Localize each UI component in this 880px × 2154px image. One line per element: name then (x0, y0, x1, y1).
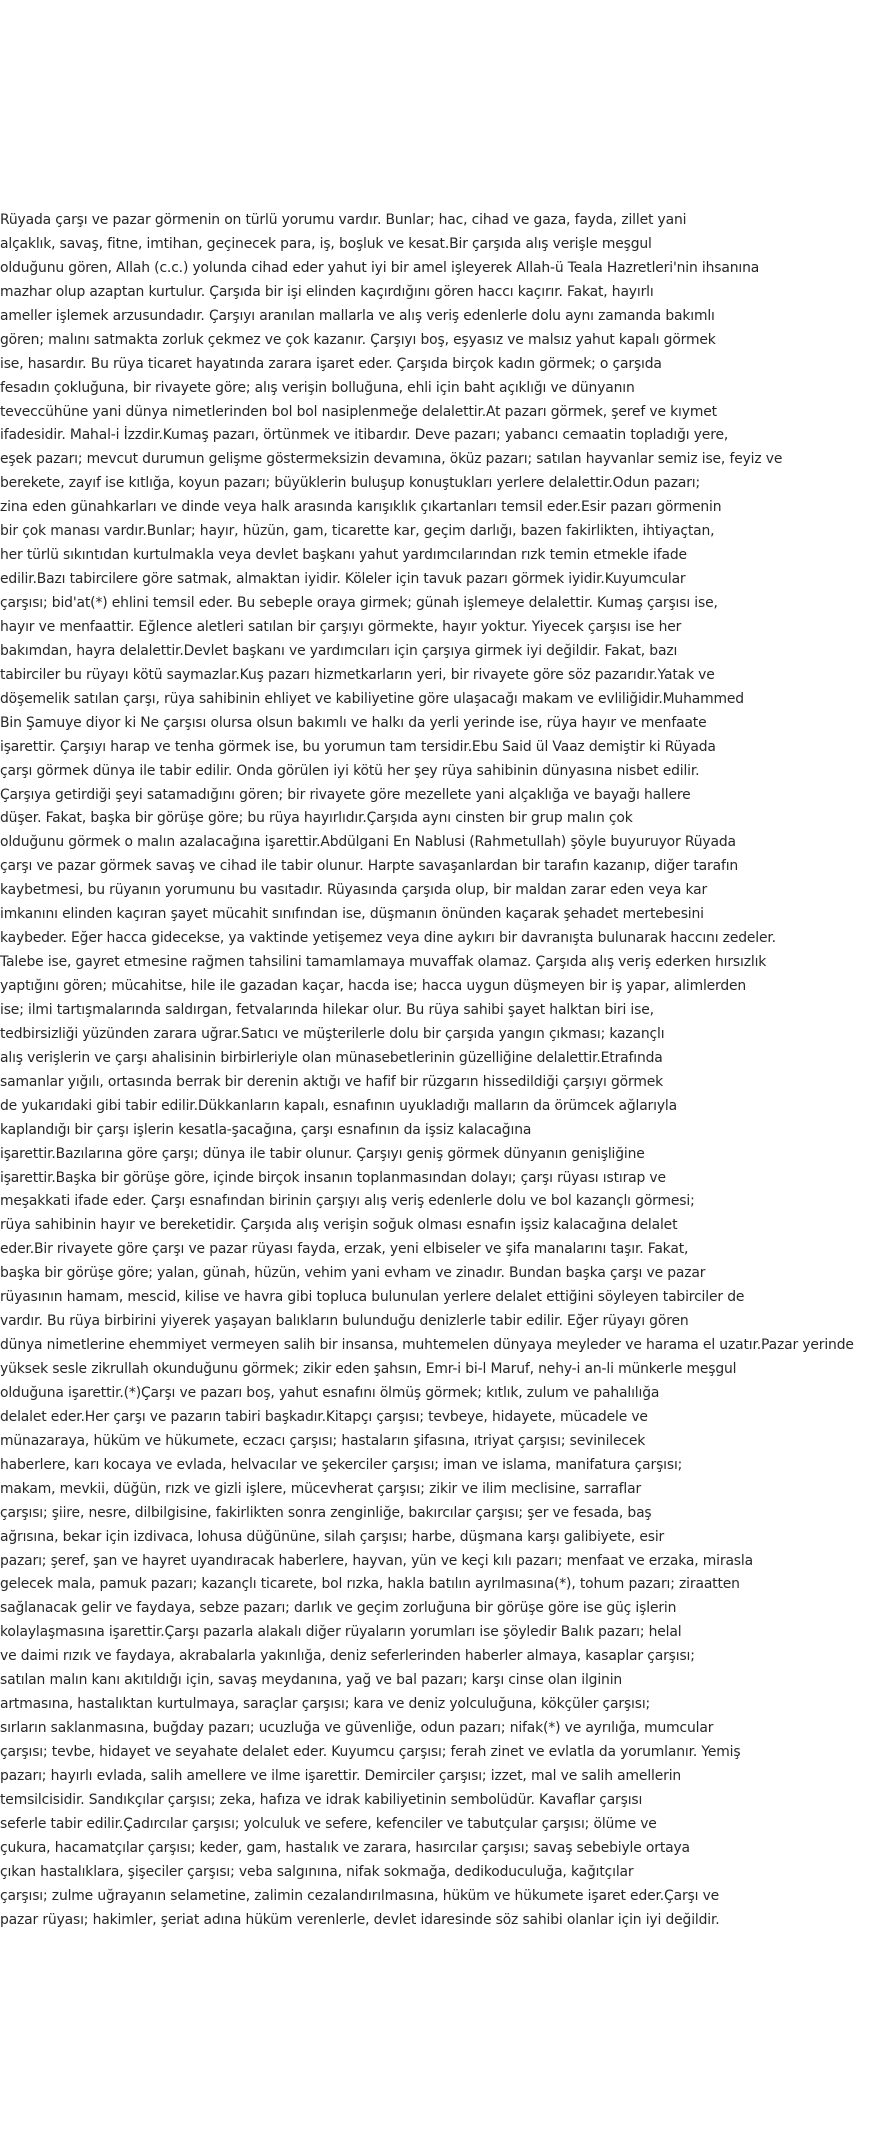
article-line: temsilcisidir. Sandıkçılar çarşısı; zeka, hafıza ve idrak kabiliyetinin sembolüdür. Kavaflar çarşısı (0, 1791, 643, 1808)
article-line: ağrısına, bekar için izdivaca, lohusa düğününe, silah çarşısı; harbe, düşmana karşı galibiyete, esir (0, 1528, 665, 1545)
article-line: seferle tabir edilir.Çadırcılar çarşısı; yolculuk ve sefere, kefenciler ve tabutçular çarşısı; ölüme ve (0, 1815, 657, 1832)
article-line: çarşı görmek dünya ile tabir edilir. Onda görülen iyi kötü her şey rüya sahibinin dünyasına nisbet edilir. (0, 762, 700, 779)
article-line: tabirciler bu rüyayı kötü saymazlar.Kuş pazarı hizmetkarların yeri, bir rivayete göre söz pazarıdır.Yatak ve (0, 666, 715, 683)
article-line: gören; malını satmakta zorluk çekmez ve çok kazanır. Çarşıyı boş, eşyasız ve malsız yahut kapalı görmek (0, 331, 716, 348)
article-line: eşek pazarı; mevcut durumun gelişme göstermeksizin devamına, öküz pazarı; satılan hayvanlar semiz ise, feyiz ve (0, 451, 783, 468)
article-line: fesadın çokluğuna, bir rivayete göre; alış verişin bolluğuna, ehli için baht açıklığı ve dünyanın (0, 379, 635, 396)
article-line: rüyasının hamam, mescid, kilise ve havra gibi topluca bulunulan yerlere delalet ettiğini söyleyen tabirciler de (0, 1289, 745, 1306)
article-text (0, 209, 880, 1933)
article-line: bir çok manası vardır.Bunlar; hayır, hüzün, gam, ticarette kar, geçim darlığı, bazen fakirlikten, ihtiyaçtan, (0, 523, 715, 540)
article-line: imkanını elinden kaçıran şayet mücahit sınıfından ise, düşmanın önünden kaçarak şehadet mertebesini (0, 906, 704, 923)
article-line: çarşı ve pazar görmek savaş ve cihad ile tabir olunur. Harpte savaşanlardan bir tarafın kazanıp, diğer tarafın (0, 858, 739, 875)
article-line: alış verişlerin ve çarşı ahalisinin birbirleriyle olan münasebetlerinin güzelliğine delalettir.Etrafında (0, 1049, 663, 1066)
article-line: yaptığını gören; mücahitse, hile ile gazadan kaçar, hacda ise; hacca uygun düşmeyen bir iş yapar, alimlerden (0, 978, 747, 994)
article-line: satılan malın kanı akıtıldığı için, savaş meydanına, yağ ve bal pazarı; karşı cinse olan ilginin (0, 1672, 623, 1689)
article-line: samanlar yığılı, ortasında berrak bir derenin aktığı ve hafif bir rüzgarın hissedildiği çarşıyı görmek (0, 1073, 664, 1090)
article-line: kolaylaşmasına işarettir.Çarşı pazarla alakalı diğer rüyaların yorumları ise şöyledir Balık pazarı; helal (0, 1624, 682, 1641)
article-line: her türlü sıkıntıdan kurtulmakla veya devlet başkanı yahut yardımcılarından rızk temin etmekle ifade (0, 547, 687, 564)
article-line: sırların saklanmasına, buğday pazarı; ucuzluğa ve güvenliğe, odun pazarı; nifak(*) ve ayrılığa, mumcular (0, 1720, 714, 1737)
article-line: çarşısı; bid'at(*) ehlini temsil eder. Bu sebeple oraya girmek; günah işlemeye delalettir. Kumaş çarşısı ise, (0, 595, 718, 611)
article-line: hayır ve menfaattir. Eğlence aletleri satılan bir çarşıyı görmekte, hayır yoktur. Yiyecek çarşısı ise her (0, 618, 682, 635)
article-line: eder.Bir rivayete göre çarşı ve pazar rüyası fayda, erzak, yeni elbiseler ve şifa manalarını taşır. Fakat, (0, 1241, 689, 1258)
article-line: sağlanacak gelir ve faydaya, sebze pazarı; darlık ve geçim zorluğuna bir görüşe göre ise güç işlerin (0, 1600, 677, 1617)
article-line: Bin Şamuye diyor ki Ne çarşısı olursa olsun bakımlı ve halkı da yerli yerinde ise, rüya hayır ve menfaate (0, 714, 707, 731)
article-line: pazar rüyası; hakimler, şeriat adına hüküm verenlerle, devlet idaresinde söz sahibi olanlar için iyi değildir. (0, 1911, 720, 1928)
article-line: pazarı; hayırlı evlada, salih amellere ve ilme işarettir. Demirciler çarşısı; izzet, mal ve salih amellerin (0, 1767, 682, 1784)
article-line: işarettir.Bazılarına göre çarşı; dünya ile tabir olunur. Çarşıyı geniş görmek dünyanın genişliğine (0, 1145, 645, 1162)
article-line: döşemelik satılan çarşı, rüya sahibinin ehliyet ve kabiliyetine göre ulaşacağı makam ve evliliğidir.Muhammed (0, 690, 744, 707)
article-line: işarettir. Çarşıyı harap ve tenha görmek ise, bu yorumun tam tersidir.Ebu Said ül Vaaz demiştir ki Rüyada (0, 738, 716, 755)
article-line: düşer. Fakat, başka bir görüşe göre; bu rüya hayırlıdır.Çarşıda aynı cinsten bir grup malın çok (0, 810, 633, 827)
article-line: münazaraya, hüküm ve hükumete, eczacı çarşısı; hastaların şifasına, ıtriyat çarşısı; sevinilecek (0, 1432, 646, 1449)
article-line: Rüyada çarşı ve pazar görmenin on türlü yorumu vardır. Bunlar; hac, cihad ve gaza, fayda, zillet yani (0, 212, 687, 228)
article-line: bakımdan, hayra delalettir.Devlet başkanı ve yardımcıları için çarşıya girmek iyi değildir. Fakat, bazı (0, 642, 678, 659)
article-line: çukura, hacamatçılar çarşısı; keder, gam, hastalık ve zarara, hasırcılar çarşısı; savaş sebebiyle ortaya (0, 1839, 690, 1856)
article-line: teveccühüne yani dünya nimetlerinden bol bol nasiplenmeğe delalettir.At pazarı görmek, şeref ve kıymet (0, 403, 717, 420)
article-line: ise; ilmi tartışmalarında saldırgan, fetvalarında hilekar olur. Bu rüya sahibi şayet halktan biri ise, (0, 1001, 654, 1018)
article-line: yüksek sesle zikrullah okunduğunu görmek; zikir eden şahsın, Emr-i bi-l Maruf, nehy-i an-li münkerle meşgul (0, 1361, 737, 1377)
article-line: alçaklık, savaş, fitne, imtihan, geçinecek para, iş, boşluk ve kesat.Bir çarşıda alış verişle meşgul (0, 235, 652, 252)
article-line: ise, hasardır. Bu rüya ticaret hayatında zarara işaret eder. Çarşıda birçok kadın görmek; o çarşıda (0, 355, 662, 372)
article-line: zina eden günahkarları ve dinde veya halk arasında karışıklık çıkartanları temsil eder.Esir pazarı görmenin (0, 499, 722, 516)
article-line: ifadesidir. Mahal-i İzzdir.Kumaş pazarı, örtünmek ve itibardır. Deve pazarı; yabancı cemaatin topladığı yere, (0, 427, 729, 444)
article-line: işarettir.Başka bir görüşe göre, içinde birçok insanın toplanmasından dolayı; çarşı rüyası ıstırap ve (0, 1169, 666, 1186)
article-line: rüya sahibinin hayır ve bereketidir. Çarşıda alış verişin soğuk olması esnafın işsiz kalacağına delalet (0, 1217, 678, 1234)
article-line: delalet eder.Her çarşı ve pazarın tabiri başkadır.Kitapçı çarşısı; tevbeye, hidayete, mücadele ve (0, 1408, 648, 1425)
article-line: Çarşıya getirdiği şeyi satamadığını gören; bir rivayete göre mezellete yani alçaklığa ve bayağı hallere (0, 786, 691, 803)
article-line: edilir.Bazı tabircilere göre satmak, almaktan iyidir. Köleler için tavuk pazarı görmek iyidir.Kuyumcular (0, 571, 686, 588)
article-line: ve daimi rızık ve faydaya, akrabalarla yakınlığa, deniz seferlerinden haberler almaya, kasaplar çarşısı; (0, 1648, 695, 1665)
article-line: haberlere, karı kocaya ve evlada, helvacılar ve şekerciler çarşısı; iman ve islama, manifatura çarşısı; (0, 1456, 683, 1473)
article-line: tedbirsizliği yüzünden zarara uğrar.Satıcı ve müşterilerle dolu bir çarşıda yangın çıkması; kazançlı (0, 1025, 665, 1042)
article-line: kaplandığı bir çarşı işlerin kesatla-şacağına, çarşı esnafının da işsiz kalacağına (0, 1121, 532, 1138)
article-line: meşakkati ifade eder. Çarşı esnafından birinin çarşıyı alış veriş edenlerle dolu ve bol kazançlı görmesi; (0, 1193, 695, 1210)
article-line: çıkan hastalıklara, şişeciler çarşısı; veba salgınına, nifak sokmağa, dedikoduculuğa, kağıtçılar (0, 1863, 634, 1880)
article-line: vardır. Bu rüya birbirini yiyerek yaşayan balıkların bulunduğu denizlerle tabir edilir. Eğer rüyayı gören (0, 1313, 689, 1330)
article-line: çarşısı; tevbe, hidayet ve seyahate delalet eder. Kuyumcu çarşısı; ferah zinet ve evlatla da yorumlanır. Yemiş (0, 1744, 741, 1760)
article-line: olduğunu gören, Allah (c.c.) yolunda cihad eder yahut iyi bir amel işleyerek Allah-ü Teala Hazretleri'nin ihsanına (0, 259, 760, 276)
article-line: Talebe ise, gayret etmesine rağmen tahsilini tamamlamaya muvaffak olamaz. Çarşıda alış veriş ederken hırsızlık (0, 954, 767, 971)
article-line: kaybetmesi, bu rüyanın yorumunu bu vasıtadır. Rüyasında çarşıda olup, bir maldan zarar eden veya kar (0, 882, 708, 899)
article-line: de yukarıdaki gibi tabir edilir.Dükkanların kapalı, esnafının uyukladığı malların da örümcek ağlarıyla (0, 1097, 677, 1114)
article-line: gelecek mala, pamuk pazarı; kazançlı ticarete, bol rızka, hakla batılın ayrılmasına(*), tohum pazarı; ziraatten (0, 1576, 740, 1593)
article-line: olduğuna işarettir.(*)Çarşı ve pazarı boş, yahut esnafını ölmüş görmek; kıtlık, zulum ve pahalılığa (0, 1384, 660, 1401)
article-line: mazhar olup azaptan kurtulur. Çarşıda bir işi elinden kaçırdığını gören haccı kaçırır. Fakat, hayırlı (0, 283, 654, 300)
article-line: makam, mevkii, düğün, rızk ve gizli işlere, mücevherat çarşısı; zikir ve ilim meclisine, sarraflar (0, 1480, 642, 1497)
article-line: artmasına, hastalıktan kurtulmaya, saraçlar çarşısı; kara ve deniz yolculuğuna, kökçüler çarşısı; (0, 1696, 651, 1713)
article-line: çarşısı; şiire, nesre, dilbilgisine, fakirlikten sonra zenginliğe, bakırcılar çarşısı; şer ve fesada, baş (0, 1504, 652, 1521)
article-line: çarşısı; zulme uğrayanın selametine, zalimin cezalandırılmasına, hüküm ve hükumete işaret eder.Çarşı ve (0, 1887, 720, 1904)
article-line: olduğunu görmek o malın azalacağına işarettir.Abdülgani En Nablusi (Rahmetullah) şöyle buyuruyor Rüyada (0, 834, 736, 851)
article-line: pazarı; şeref, şan ve hayret uyandıracak haberlere, hayvan, yün ve keçi kılı pazarı; menfaat ve erzaka, mirasla (0, 1552, 753, 1569)
article-line: berekete, zayıf ise kıtlığa, koyun pazarı; büyüklerin buluşup konuştukları yerlere delalettir.Odun pazarı; (0, 475, 701, 492)
article-line: dünya nimetlerine ehemmiyet vermeyen salih bir insansa, muhtemelen dünyaya meyleder ve harama el uzatır.Pazar yerinde (0, 1337, 854, 1354)
article-line: başka bir görüşe göre; yalan, günah, hüzün, vehim yani evham ve zinadır. Bundan başka çarşı ve pazar (0, 1265, 706, 1282)
article-line: ameller işlemek arzusundadır. Çarşıyı aranılan mallarla ve alış veriş edenlerle dolu aynı zamanda bakımlı (0, 307, 715, 324)
article-line: kaybeder. Eğer hacca gidecekse, ya vaktinde yetişemez veya dine aykırı bir davranışta bulunarak haccını zedeler. (0, 930, 776, 947)
